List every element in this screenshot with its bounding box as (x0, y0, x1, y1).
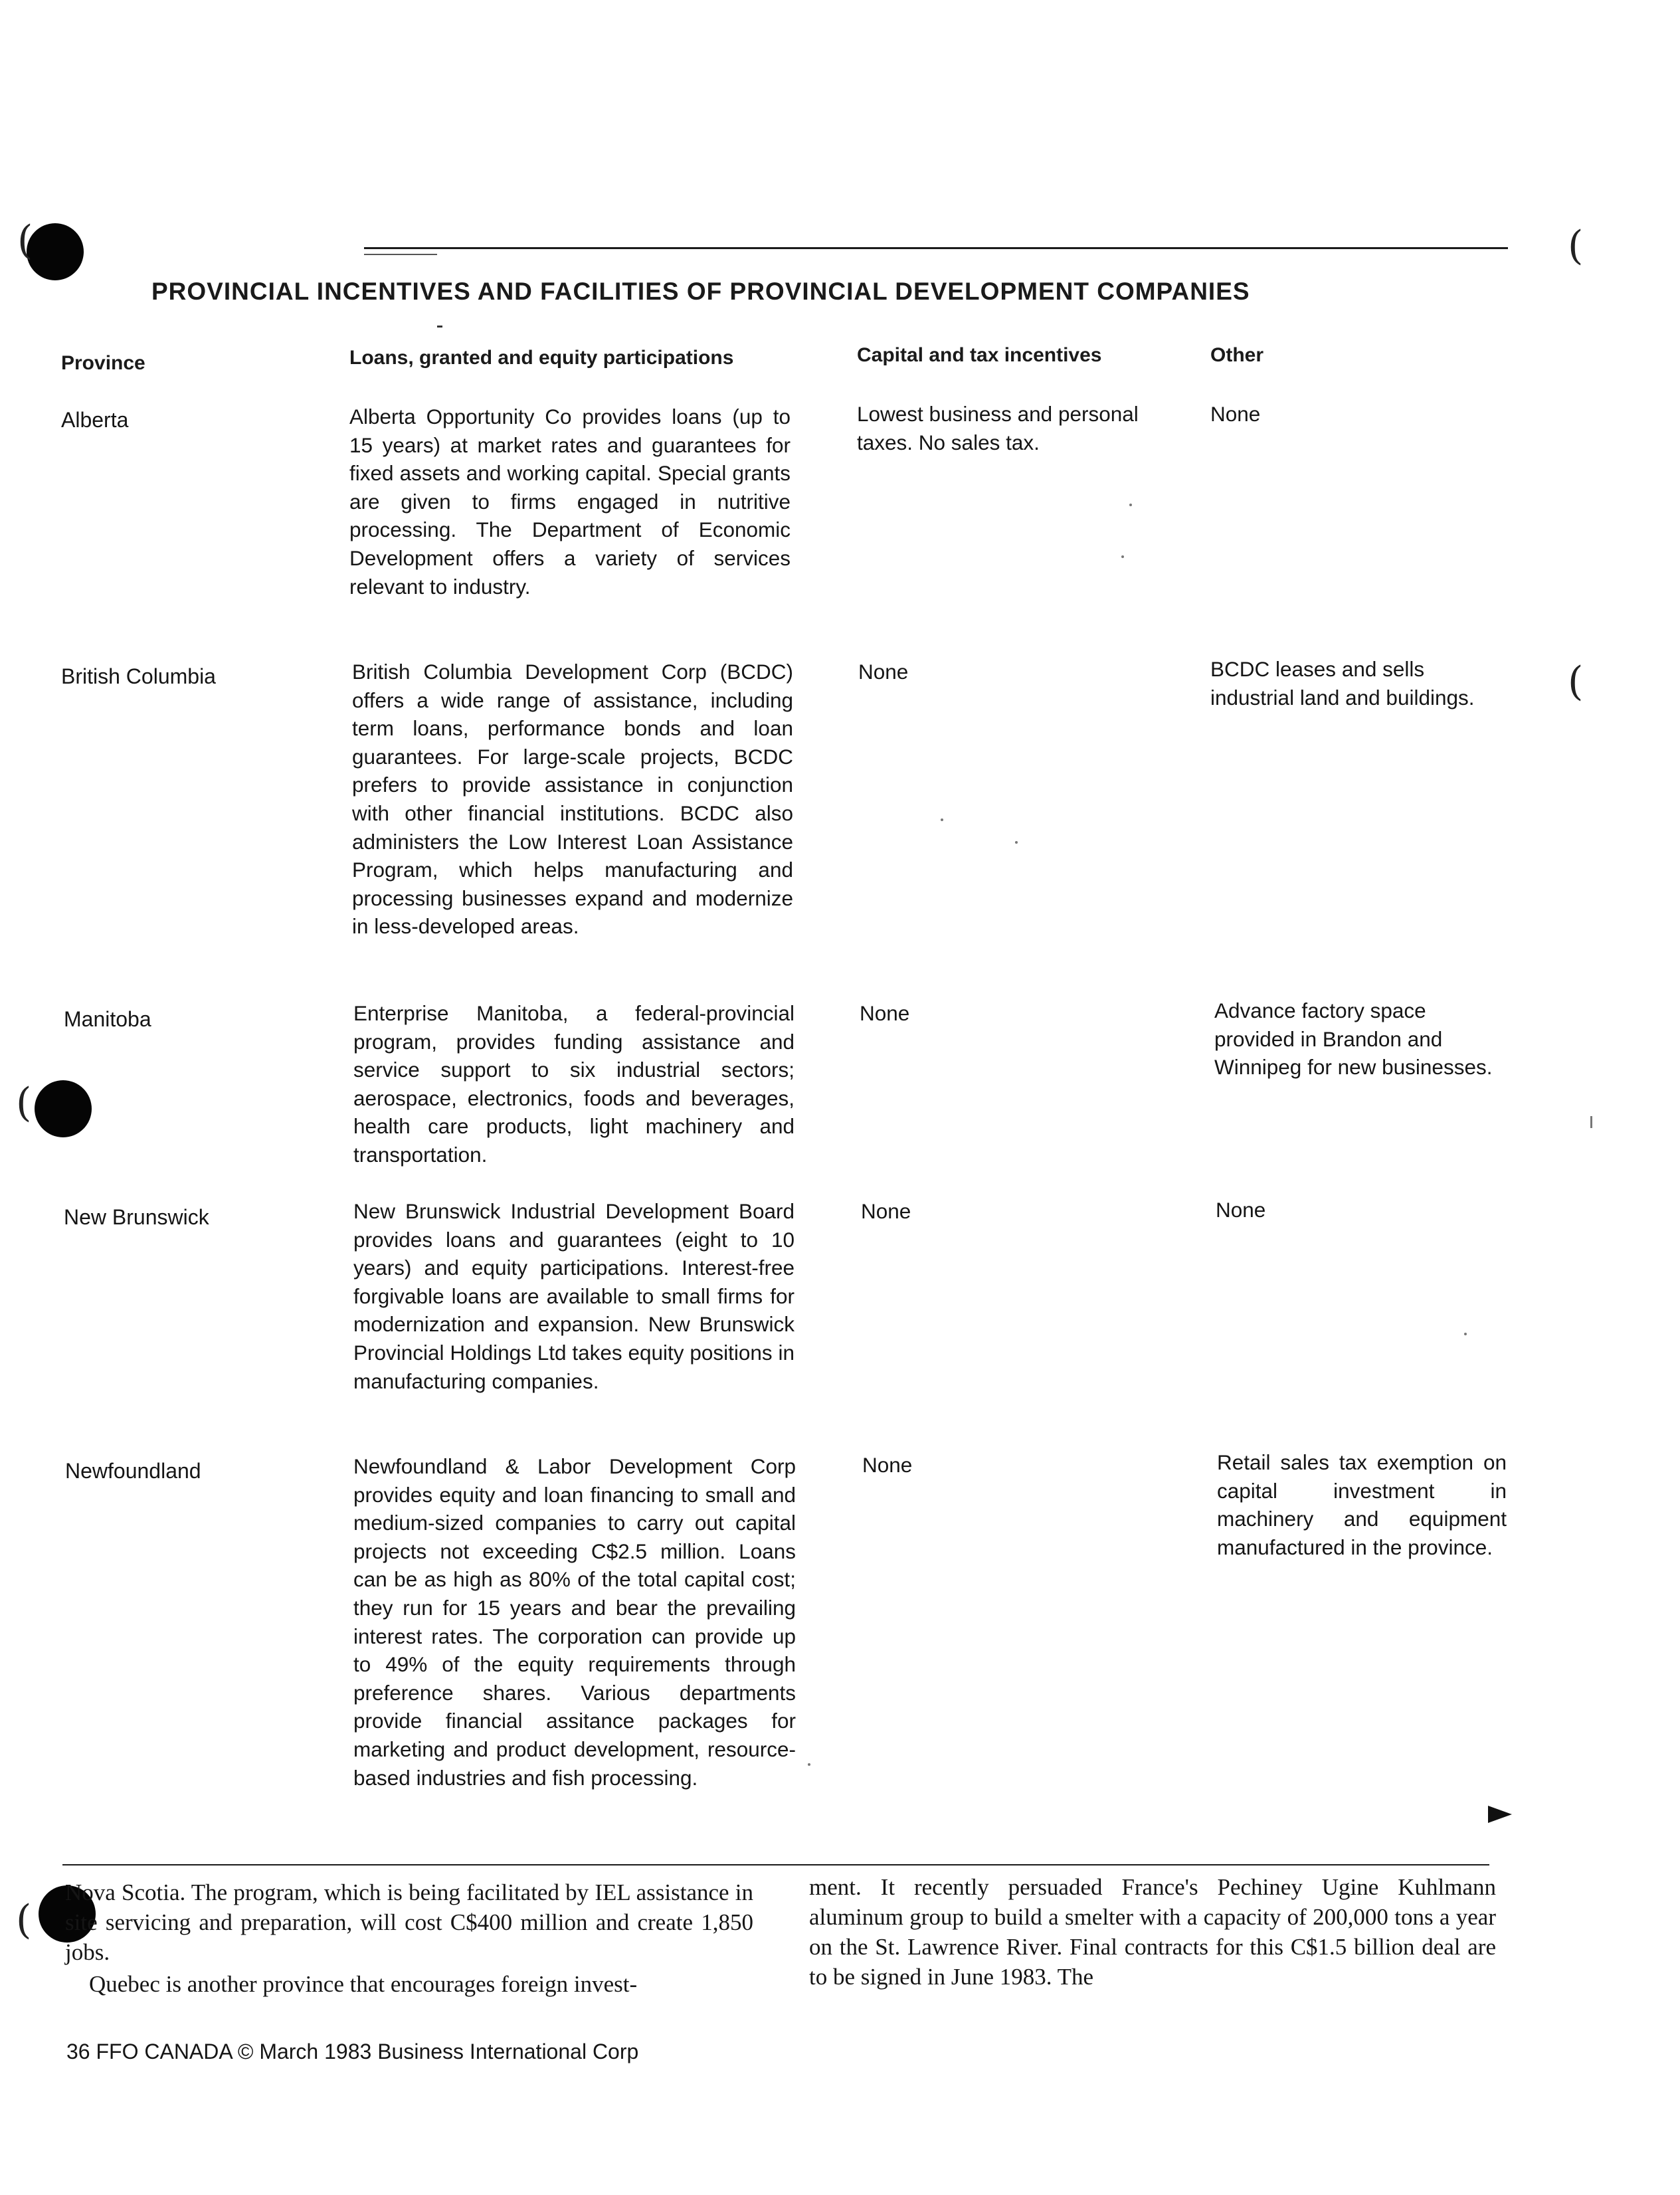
body-text-right: ment. It recently persuaded France's Pechiney Ugine Kuhlmann aluminum group to build a smelter with a capacity of 200,000 tons a year on the St. Lawrence River. Final contracts for this C$1.5 billion deal are to be signed in June 1983. The (809, 1874, 1496, 1990)
province-manitoba: Manitoba (64, 1007, 151, 1031)
province-british-columbia: British Columbia (61, 664, 216, 688)
capital-british-columbia: None (858, 660, 909, 684)
other-new-brunswick: None (1216, 1198, 1266, 1222)
scan-speck (1121, 555, 1124, 558)
other-alberta: None (1210, 402, 1261, 426)
province-newfoundland: Newfoundland (65, 1459, 201, 1483)
loans-new-brunswick: New Brunswick Industrial Development Board provides loans and guarantees (eight to 10 years) and equity participations. Interest-free forgivable loans are available to small firms for modernization and expansion. New Brunswick Provincial Holdings Ltd takes equity positions in manufacturing companies. (353, 1199, 794, 1393)
scan-speck (808, 1763, 810, 1766)
edge-mark-2: ( (1568, 658, 1584, 705)
column-header-capital: Capital and tax incentives (857, 344, 1102, 366)
top-rule (364, 247, 1508, 249)
binder-mark-top: ( (17, 217, 33, 264)
binder-mark-bottom: ( (16, 1897, 32, 1943)
loans-newfoundland: Newfoundland & Labor Development Corp provides equity and loan financing to small and medium-sized companies to carry out capital projects not exceeding C$2.5 million. Loans can be as high as 80% of the total capital cost; they run for 15 years and bear the prevailing interest rates. The corporation can provide up to 49% of the equity requirements through preference shares. Various departments provide financial assitance packages for marketing and product development, resource-based industries and fish processing. (353, 1454, 796, 1790)
loans-manitoba: Enterprise Manitoba, a federal-provincial program, provides funding assistance and service support to six industrial sectors; aerospace, electronics, foods and beverages, health care products, light machinery and transportation. (353, 1001, 794, 1167)
body-text-left-2: Quebec is another province that encourages foreign invest- (89, 1971, 638, 1997)
binder-hole-middle (35, 1080, 92, 1137)
column-header-loans: Loans, granted and equity participations (349, 347, 734, 369)
column-header-province: Province (61, 352, 145, 374)
other-british-columbia: BCDC leases and sells industrial land and buildings. (1210, 657, 1475, 710)
body-text-left: Nova Scotia. The program, which is being facilitated by IEL assistance in site servicing and preparation, will cost C$400 million and create 1,850 jobs. (65, 1879, 753, 1965)
binder-hole-top (27, 223, 84, 280)
binder-mark-middle: ( (16, 1080, 32, 1126)
province-new-brunswick: New Brunswick (64, 1205, 209, 1229)
capital-alberta: Lowest business and personal taxes. No sales tax. (857, 402, 1139, 454)
scan-speck (1015, 841, 1018, 844)
loans-alberta: Alberta Opportunity Co provides loans (up to 15 years) at market rates and guarantees for fixed assets and working capital. Special grants are given to firms engaged in nutritive processing. The Department of Economic Development offers a variety of services relevant to industry. (349, 405, 791, 599)
capital-new-brunswick: None (861, 1199, 911, 1223)
capital-newfoundland: None (862, 1453, 913, 1477)
other-newfoundland: Retail sales tax exemption on capital investment in machinery and equipment manufactured in the province. (1217, 1450, 1507, 1559)
column-header-other: Other (1210, 344, 1264, 366)
scan-speck (1590, 1116, 1592, 1128)
province-alberta: Alberta (61, 408, 129, 432)
continue-arrow-icon (1488, 1806, 1512, 1823)
edge-mark-1: ( (1568, 223, 1584, 269)
loans-british-columbia: British Columbia Development Corp (BCDC) offers a wide range of assistance, including term loans, performance bonds and loan guarantees. For large-scale projects, BCDC prefers to provide assistance in conjunction with other financial institutions. BCDC also administers the Low Interest Loan Assistance Program, which helps manufacturing and processing businesses expand and modernize in less-developed areas. (352, 660, 793, 939)
page-title: PROVINCIAL INCENTIVES AND FACILITIES OF PROVINCIAL DEVELOPMENT COMPANIES (151, 278, 1250, 305)
other-manitoba: Advance factory space provided in Brandon and Winnipeg for new businesses. (1214, 999, 1493, 1080)
scan-speck (1464, 1333, 1467, 1335)
page-footer: 36 FFO CANADA © March 1983 Business International Corp (66, 2040, 639, 2063)
bottom-rule (62, 1864, 1489, 1865)
top-rule-dash (364, 254, 437, 255)
scan-speck (1129, 504, 1132, 506)
capital-manitoba: None (860, 1001, 910, 1025)
scan-speck (437, 326, 442, 328)
scan-speck (941, 818, 943, 821)
